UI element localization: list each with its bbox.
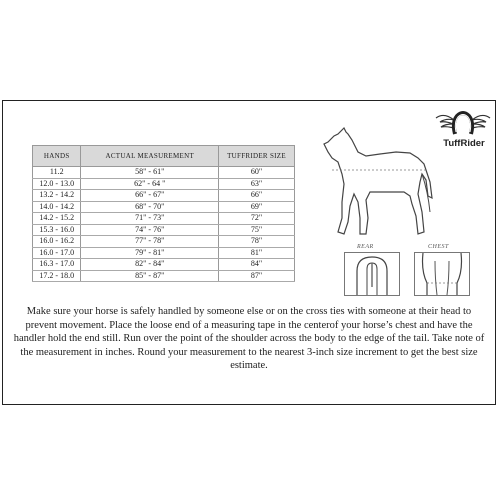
tuffrider-size-cell: 81" (219, 247, 295, 259)
measuring-instructions: Make sure your horse is safely handled by someone else or on the cross ties with someone at their head to prevent movement. Place the loose end of a measuring tape in the centerof your horse’s chest and have the handler hold the end still. Run over the point of the shoulder across the body to the edge of the tail. Take note of the measurement in inches. Round your measurement to the nearest 3-inch size increment to get the best size estimate. (13, 306, 485, 371)
column-header-tuffrider-size: TUFFRIDER SIZE (219, 146, 295, 167)
actual-measurement-cell: 62" - 64 " (81, 178, 219, 190)
tuffrider-size-cell: 60" (219, 167, 295, 179)
tuffrider-size-cell: 87" (219, 270, 295, 282)
chest-view-diagram (414, 252, 470, 296)
hands-cell: 15.3 - 16.0 (33, 224, 81, 236)
horse-diagram-icon (318, 122, 436, 240)
chest-view-label: CHEST (428, 244, 449, 250)
table-row (33, 236, 295, 248)
rear-view-diagram (344, 252, 400, 296)
tuffrider-size-cell: 72" (219, 213, 295, 225)
hands-cell: 16.0 - 17.0 (33, 247, 81, 259)
column-header-actual-measurement: ACTUAL MEASUREMENT (81, 146, 219, 167)
hands-cell: 16.3 - 17.0 (33, 259, 81, 271)
tuffrider-size-cell: 78" (219, 236, 295, 248)
actual-measurement-cell: 58" - 61" (81, 167, 219, 179)
column-header-hands: HANDS (33, 146, 81, 167)
hands-cell: 13.2 - 14.2 (33, 190, 81, 202)
table-row (33, 270, 295, 282)
actual-measurement-cell: 66" - 67" (81, 190, 219, 202)
brand-name: TuffRider (443, 138, 485, 149)
hands-cell: 16.0 - 16.2 (33, 236, 81, 248)
actual-measurement-cell: 71" - 73" (81, 213, 219, 225)
actual-measurement-cell: 79" - 81" (81, 247, 219, 259)
table-row (33, 201, 295, 213)
table-row (33, 213, 295, 225)
tuffrider-size-cell: 84" (219, 259, 295, 271)
hands-cell: 17.2 - 18.0 (33, 270, 81, 282)
tuffrider-size-cell: 75" (219, 224, 295, 236)
table-row (33, 178, 295, 190)
hands-cell: 12.0 - 13.0 (33, 178, 81, 190)
tuffrider-size-cell: 66" (219, 190, 295, 202)
actual-measurement-cell: 68" - 70" (81, 201, 219, 213)
table-row (33, 190, 295, 202)
actual-measurement-cell: 77" - 78" (81, 236, 219, 248)
rear-view-label: REAR (357, 244, 374, 250)
table-row (33, 224, 295, 236)
actual-measurement-cell: 82" - 84" (81, 259, 219, 271)
table-row (33, 167, 295, 179)
hands-cell: 14.0 - 14.2 (33, 201, 81, 213)
hands-cell: 11.2 (33, 167, 81, 179)
table-row (33, 259, 295, 271)
horse-rear-icon (345, 253, 399, 295)
size-chart-table (32, 145, 295, 282)
hands-cell: 14.2 - 15.2 (33, 213, 81, 225)
table-row (33, 247, 295, 259)
tuffrider-size-cell: 69" (219, 201, 295, 213)
table-header-row (33, 146, 295, 167)
actual-measurement-cell: 74" - 76" (81, 224, 219, 236)
horse-chest-icon (415, 253, 469, 295)
tuffrider-size-cell: 63" (219, 178, 295, 190)
actual-measurement-cell: 85" - 87" (81, 270, 219, 282)
